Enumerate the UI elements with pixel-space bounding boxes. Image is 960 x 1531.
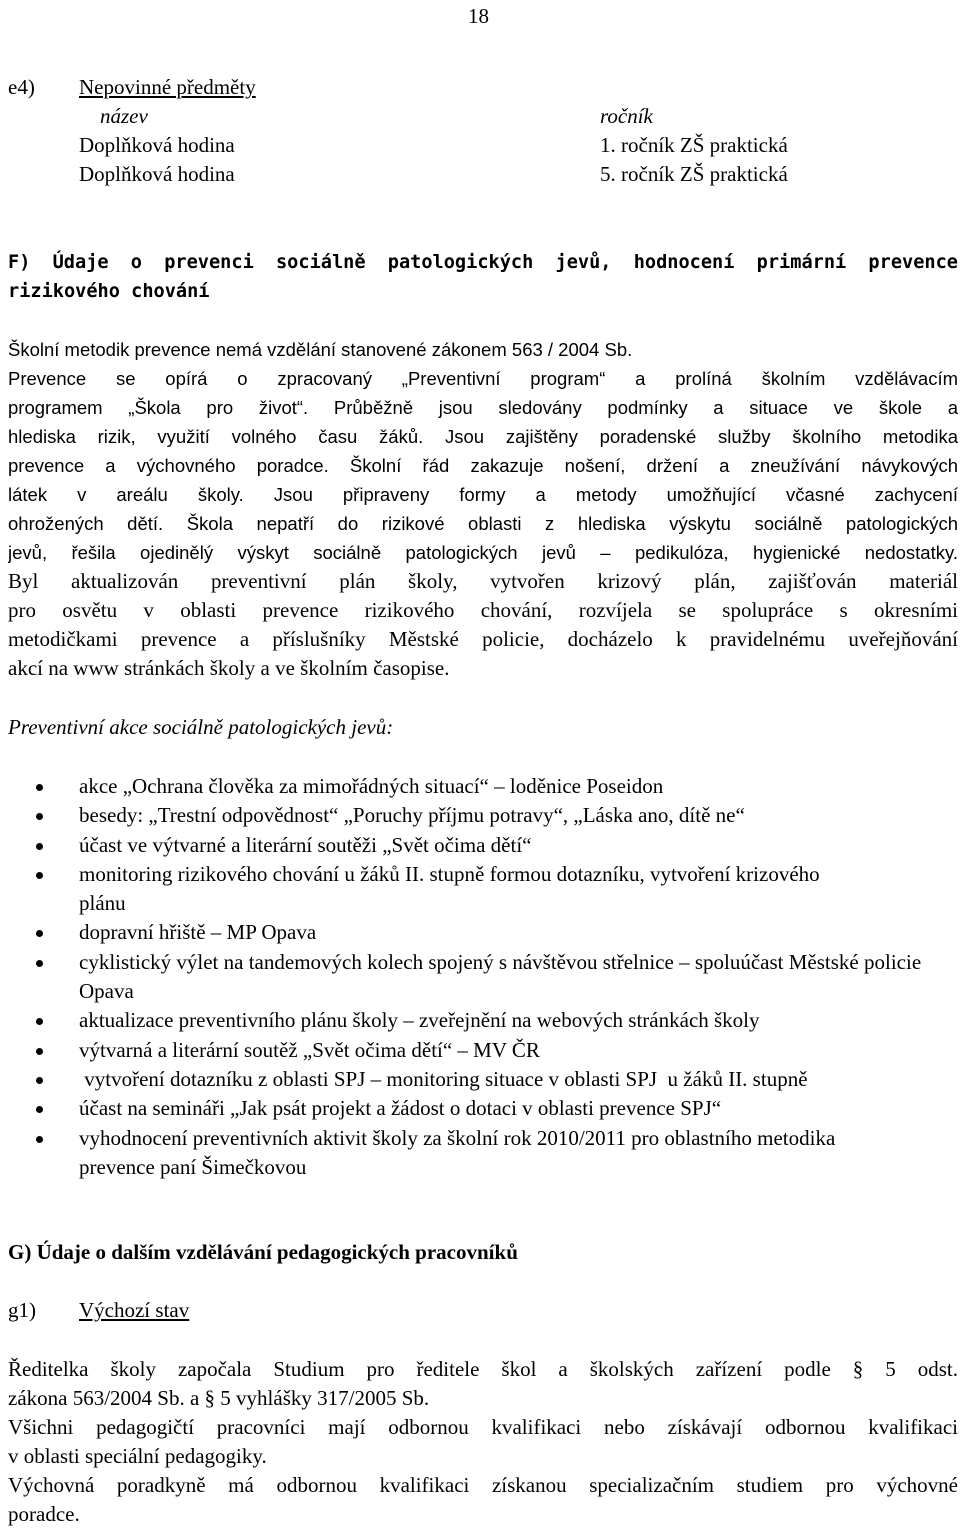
list-item: dopravní hřiště – MP Opava [36,918,956,947]
paragraph-line: Ředitelka školy započala Studium pro ředitele škol a školských zařízení podle § 5 odst. [8,1357,958,1381]
page-number: 18 [468,4,489,28]
list-item: monitoring rizikového chování u žáků II. stupně formou dotazníku, vytvoření krizového plánu [36,860,869,919]
list-item: účast ve výtvarné a literární soutěži „Svět očima dětí“ [36,831,956,860]
paragraph-line: Výchovná poradkyně má odbornou kvalifikaci získanou specializačním studiem pro výchovné [8,1473,958,1497]
paragraph-line: v oblasti speciální pedagogiky. [8,1444,267,1468]
list-item: akce „Ochrana člověka za mimořádných situací“ – loděnice Poseidon [36,772,956,801]
bullet-icon [36,1106,43,1113]
column-header-name: název [100,104,148,128]
bullet-icon [36,1048,43,1055]
paragraph-line: hlediska rizik, využití volného času žáků. Jsou zajištěny poradenské služby školního metodika [8,426,958,447]
bullet-icon [36,784,43,791]
section-g1-title: Výchozí stav [79,1298,190,1322]
bullet-icon [36,813,43,820]
section-g-heading: G) Údaje o dalším vzdělávání pedagogických pracovníků [8,1240,518,1264]
section-f-heading-line1: F) Údaje o prevenci sociálně patologických jevů, hodnocení primární prevence [8,252,958,273]
paragraph-line: ohrožených dětí. Škola nepatří do rizikové oblasti z hlediska výskytu sociálně patologických [8,513,958,534]
bullet-icon [36,872,43,879]
actions-heading: Preventivní akce sociálně patologických jevů: [8,715,394,739]
column-header-year: ročník [600,104,653,128]
paragraph-line: programem „Škola pro život“. Průběžně jsou sledovány podmínky a situace ve škole a [8,397,958,418]
list-item: cyklistický výlet na tandemových kolech spojený s návštěvou střelnice – spoluúčast Městské policie Opava [36,948,960,1007]
bullet-icon [36,1077,43,1084]
section-e4-label: e4) [8,75,35,99]
bullet-icon [36,930,43,937]
paragraph-line: zákona 563/2004 Sb. a § 5 vyhlášky 317/2005 Sb. [8,1386,430,1410]
paragraph-line: pro osvětu v oblasti prevence rizikového chování, rozvíjela se spolupráce s okresními [8,598,958,622]
paragraph-line: Byl aktualizován preventivní plán školy, vytvořen krizový plán, zajišťován materiál [8,569,958,593]
subject-year: 5. ročník ZŠ praktická [600,162,788,186]
bullet-icon [36,843,43,850]
subject-year: 1. ročník ZŠ praktická [600,133,788,157]
bullet-icon [36,1136,43,1143]
section-g1-label: g1) [8,1298,36,1322]
paragraph-line: Všichni pedagogičtí pracovníci mají odbornou kvalifikaci nebo získávají odbornou kvalifikaci [8,1415,958,1439]
paragraph-line: Prevence se opírá o zpracovaný „Preventivní program“ a prolíná školním vzdělávacím [8,368,958,389]
paragraph-line: poradce. [8,1502,80,1526]
list-item: aktualizace preventivního plánu školy – zveřejnění na webových stránkách školy [36,1006,956,1035]
subject-name: Doplňková hodina [79,133,235,157]
subject-name: Doplňková hodina [79,162,235,186]
bullet-icon [36,960,43,967]
list-item: vytvoření dotazníku z oblasti SPJ – monitoring situace v oblasti SPJ u žáků II. stupně [36,1065,956,1094]
paragraph-line: akcí na www stránkách školy a ve školním časopise. [8,656,450,680]
paragraph-line: metodičkami prevence a příslušníky Městské policie, docházelo k pravidelnému uveřejňování [8,627,958,651]
actions-list [36,772,956,1182]
paragraph-line: prevence a výchovného poradce. Školní řád zakazuje nošení, držení a zneužívání návykových [8,455,958,476]
list-item: vyhodnocení preventivních aktivit školy za školní rok 2010/2011 pro oblastního metodika prevence paní Šimečkovou [36,1124,899,1183]
paragraph-line: jevů, řešila ojedinělý výskyt sociálně patologických jevů – pedikulóza, hygienické nedostatky. [8,542,958,563]
list-item: besedy: „Trestní odpovědnost“ „Poruchy příjmu potravy“, „Láska ano, dítě ne“ [36,801,956,830]
section-e4-title: Nepovinné předměty [79,75,256,99]
paragraph-line: látek v areálu školy. Jsou připraveny formy a metody umožňující včasné zachycení [8,484,958,505]
paragraph-line: Školní metodik prevence nemá vzdělání stanovené zákonem 563 / 2004 Sb. [8,339,633,360]
list-item: účast na semináři „Jak psát projekt a žádost o dotaci v oblasti prevence SPJ“ [36,1094,956,1123]
list-item: výtvarná a literární soutěž „Svět očima dětí“ – MV ČR [36,1036,956,1065]
section-f-heading-line2: rizikového chování [8,281,210,302]
bullet-icon [36,1018,43,1025]
